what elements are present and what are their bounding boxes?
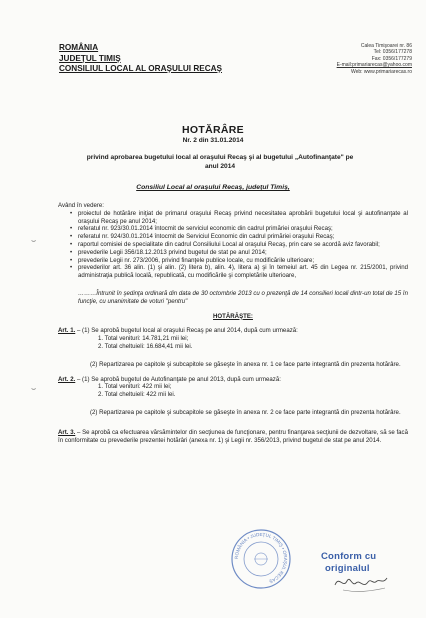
contact-fax: Fax: 0356/177279 — [371, 55, 412, 62]
article-2-text: – (1) Se aprobă bugetul de Autofinanţate pe anul 2013, după cum urmează: — [75, 375, 281, 383]
article-1-totals — [58, 335, 408, 351]
certify-line-2: originalul — [325, 563, 370, 574]
bullet-icon: • — [70, 240, 73, 248]
bullet-icon: • — [70, 256, 73, 264]
signature-icon — [313, 545, 403, 605]
article-3-text: – Se aprobă ca efectuarea vărsămintelor din secţiunea de funcţionare, pentru finanţarea secţiunii de dezvoltare, să se facă în conformitate cu prevederile prezentei hotărâri (anexa nr. 1) şi Legii nr. 356/2013, privind bugetul de stat pe anul 2014. — [58, 428, 408, 444]
list-item-text: raportul comisiei de specialitate din cadrul Consiliului Local al oraşului Recaş, prin care se acordă aviz favorabil; — [78, 240, 380, 248]
article-2-label: Art. 2. — [58, 375, 76, 383]
article-1-label: Art. 1. — [58, 327, 76, 335]
bullet-icon: • — [70, 209, 73, 217]
list-item — [70, 225, 408, 233]
article-2 — [58, 376, 408, 384]
considerations-list — [58, 210, 408, 280]
list-item: 2. Total cheltuieli: 422 mii lei. — [98, 391, 176, 399]
contact-email: E-mail:primariarecas@yahoo.com — [336, 62, 412, 69]
contact-web: Web: www.primariarecas.ro — [350, 68, 412, 75]
list-item — [70, 210, 408, 226]
official-stamp — [230, 528, 292, 590]
council-name: Consiliul Local al oraşului Recaş, judeţul Timiş, — [136, 184, 290, 191]
margin-mark-icon: ⌣ — [31, 384, 37, 393]
list-item-text: prevederilor art. 36 alin. (1) şi alin. (2) litera b), alin. 4), litera a) şi în temeiul art. 45 din Legea nr. 215/2001, privind administraţia publică locală, republicată, cu modificările şi completările ulterioare, — [78, 264, 408, 280]
list-item-text: referatul nr. 923/30.01.2014 întocmit de serviciul economic din cadrul primăriei oraşului Recaş; — [78, 225, 333, 233]
header-country: ROMÂNIA — [59, 43, 99, 52]
list-item — [70, 249, 408, 257]
document-number: Nr. 2 din 31.01.2014 — [182, 137, 244, 144]
header-county: JUDEŢUL TIMIŞ — [59, 53, 121, 63]
article-1-text: – (1) Se aprobă bugetul local al oraşului Recaş pe anul 2014, după cum urmează: — [75, 327, 298, 335]
margin-mark-icon: ⌣ — [31, 236, 37, 245]
list-item — [70, 264, 408, 280]
list-item — [70, 233, 408, 241]
article-2-totals — [58, 383, 408, 399]
document-body — [58, 202, 408, 444]
certify-line-1: Conform cu — [321, 551, 377, 562]
header-council: CONSILIUL LOCAL AL ORAŞULUI RECAŞ — [59, 64, 222, 73]
list-item — [70, 257, 408, 265]
intro-line: Având în vedere: — [58, 202, 104, 209]
list-item-text: prevederile Legii 356/18.12.2013 privind bugetul de stat pe anul 2014; — [78, 248, 267, 256]
article-3-label: Art. 3. — [58, 428, 76, 436]
list-item-text: referatul nr. 924/30.01.2014 întocmit de Serviciul Economic din cadrul primăriei oraşului Recaş; — [78, 233, 335, 241]
list-item: 1. Total venituri: 14.781,21 mii lei; — [98, 335, 189, 343]
svg-text:ROMÂNIA • JUDEŢUL TIMIŞ • ORAŞ — [234, 532, 288, 584]
article-3 — [58, 429, 408, 445]
document-title: HOTĂRÂRE — [182, 124, 244, 136]
decision-heading: HOTĂRĂŞTE: — [213, 312, 253, 320]
document-subject: privind aprobarea bugetului local al oraşului Recaş şi al bugetului „Autofinanţate" pe anul 2014 — [86, 154, 354, 170]
session-statement: ………Întrunit în şedinţa ordinară din data de 30 octombrie 2013 cu o prezenţă de 14 consilieri locali dintr-un total de 15 în funcţie, cu unanimitate de voturi "pentru" — [78, 289, 408, 305]
list-item-text: proiectul de hotărâre iniţiat de primarul oraşului Recaş privind necesitatea aprobării bugetului local şi autofinanţate al oraşului Recaş pe anul 2014; — [78, 209, 408, 225]
bullet-icon: • — [70, 225, 73, 233]
list-item: 1. Total venituri: 422 mii lei; — [98, 383, 172, 391]
stamp-seal-icon — [230, 528, 292, 590]
list-item-text: prevederile Legii nr. 273/2006, privind finanţele publice locale, cu modificările ulterioare; — [78, 256, 315, 264]
contact-phone: Tel: 0356/177278 — [373, 49, 412, 56]
article-2-paragraph-2: (2) Repartizarea pe capitole şi subcapitole se găseşte în anexa nr. 2 ce face parte integrantă din prezenta hotărâre. — [90, 408, 401, 416]
bullet-icon: • — [70, 248, 73, 256]
stamp-ring-text: ROMÂNIA • JUDEŢUL TIMIŞ • ORAŞUL RECAŞ — [233, 531, 289, 585]
article-1 — [58, 327, 408, 335]
contact-address: Calea Timişoarei nr. 86 — [360, 43, 412, 49]
bullet-icon: • — [70, 264, 73, 272]
contact-header — [337, 43, 412, 75]
bullet-icon: • — [70, 233, 73, 241]
list-item: 2. Total cheltuieli: 16.684,41 mii lei. — [98, 342, 193, 350]
institution-header — [59, 43, 222, 75]
list-item — [70, 241, 408, 249]
certified-copy-stamp — [313, 545, 403, 605]
article-1-paragraph-2: (2) Repartizarea pe capitole şi subcapitole se găseşte în anexa nr. 1 ce face parte integrantă din prezenta hotărâre. — [90, 360, 401, 368]
